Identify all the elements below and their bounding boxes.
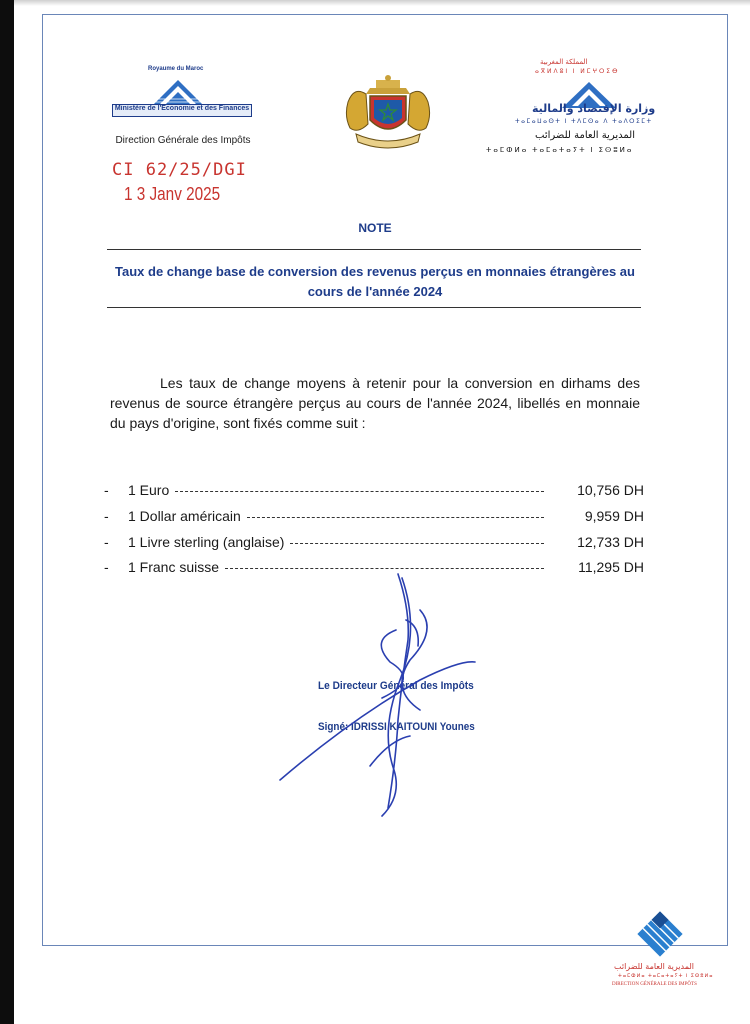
royal-coat-of-arms-icon <box>340 72 436 150</box>
kingdom-label-tifinagh: ⴰⴳⵍⴷⵓⵏ ⵏ ⵍⵎⵖⵔⵉⴱ <box>535 69 620 75</box>
footer-dgi-arabic: المديرية العامة للضرائب <box>614 962 694 971</box>
scan-top-edge <box>14 0 750 6</box>
signatory-title: Le Directeur Général des Impôts <box>318 680 474 692</box>
list-bullet: - <box>104 482 109 498</box>
kingdom-label: Royaume du Maroc <box>148 66 204 72</box>
leader-dashes <box>290 543 544 544</box>
body-paragraph <box>110 373 640 433</box>
currency-label: 1 Franc suisse <box>128 559 220 575</box>
handwritten-signature-icon <box>270 570 490 820</box>
footer-dgi-french: DIRECTION GÉNÉRALE DES IMPÔTS <box>612 982 697 987</box>
date-stamp: 1 3 Janv 2025 <box>124 184 221 204</box>
directorate-name: Direction Générale des Impôts <box>115 135 251 146</box>
list-bullet: - <box>104 559 109 575</box>
reference-number: CI 62/25/DGI <box>112 160 247 180</box>
body-text: Les taux de change moyens à retenir pour la conversion en dirhams des revenus de source étrangère perçus au cours de l'année 2024, libellés en monnaie du pays d'origine, sont fixés comme suit : <box>110 375 640 431</box>
footer-dgi-tifinagh: ⵜⴰⵎⵀⵍⴰ ⵜⴰⵎⴰⵜⴰⵢⵜ ⵏ ⵉⵙⵓⵍⴰ <box>618 973 714 979</box>
list-bullet: - <box>104 508 109 524</box>
rate-value: 10,756 DH <box>577 482 644 498</box>
currency-label: 1 Euro <box>128 482 170 498</box>
rate-row-usd <box>104 506 644 526</box>
scan-left-edge <box>0 0 14 1024</box>
leader-dashes <box>225 568 544 569</box>
signatory-name: Signé: IDRISSI KAITOUNI Younes <box>318 721 475 733</box>
rate-value: 12,733 DH <box>577 534 644 550</box>
rate-row-gbp <box>104 532 644 552</box>
rate-row-euro <box>104 480 644 500</box>
divider <box>107 249 641 250</box>
divider <box>107 307 641 308</box>
currency-label: 1 Livre sterling (anglaise) <box>128 534 285 550</box>
leader-dashes <box>247 517 544 518</box>
currency-label: 1 Dollar américain <box>128 508 241 524</box>
kingdom-label-arabic: المملكة المغربية <box>540 58 588 66</box>
leader-dashes <box>175 491 544 492</box>
ministry-name-tifinagh: ⵜⴰⵎⴰⵡⴰⵙⵜ ⵏ ⵜⴷⵎⵙⴰ ⴷ ⵜⴰⴷⵔⵉⵎⵜ <box>515 119 653 125</box>
note-heading: NOTE <box>358 221 392 235</box>
directorate-name-arabic: المديرية العامة للضرائب <box>535 130 635 141</box>
list-bullet: - <box>104 534 109 550</box>
ministry-name-arabic: وزارة الإقتصاد والمالية <box>532 102 656 115</box>
ministry-name: Ministère de l'Economie et des Finances <box>114 105 250 112</box>
rate-value: 11,295 DH <box>578 559 644 575</box>
directorate-name-tifinagh: ⵜⴰⵎⵀⵍⴰ ⵜⴰⵎⴰⵜⴰⵢⵜ ⵏ ⵉⵙⵓⵍⴰ <box>486 147 634 154</box>
dgi-footer-logo-icon <box>636 910 684 958</box>
note-subject: Taux de change base de conversion des revenus perçus en monnaies étrangères au cours de l'année 2024 <box>115 264 635 299</box>
rate-value: 9,959 DH <box>584 508 644 524</box>
